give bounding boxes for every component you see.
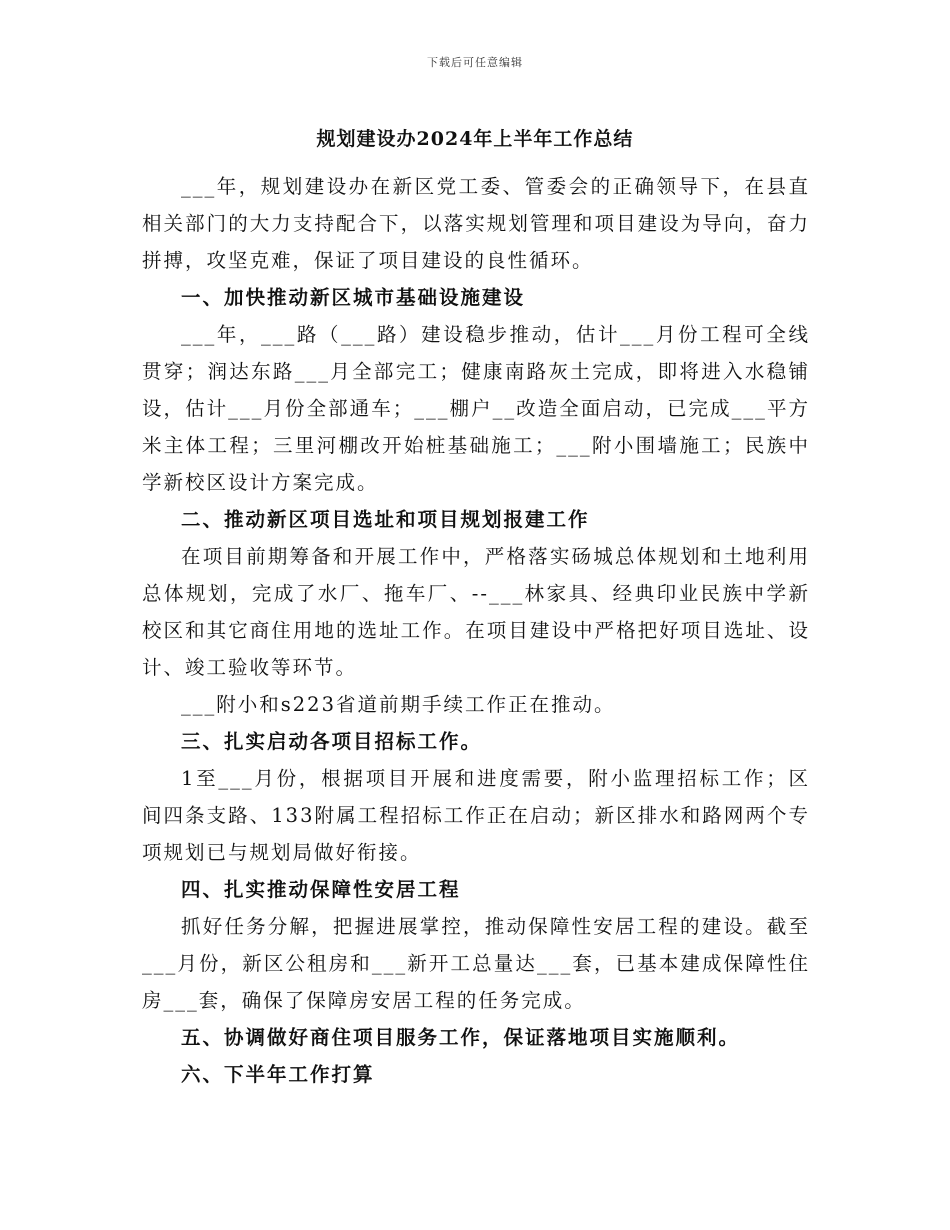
section-heading-4: 四、扎实推动保障性安居工程 (181, 878, 461, 901)
section-3-paragraph: 1至___月份，根据项目开展和进度需要，附小监理招标工作；区间四条支路、133附属工程招标工作正在启动；新区排水和路网两个专项规划已与规划局做好衔接。 (142, 767, 810, 864)
section-heading-1: 一、加快推动新区城市基础设施建设 (181, 286, 526, 309)
section-2-paragraph-1: 在项目前期筹备和开展工作中，严格落实砀城总体规划和土地利用总体规划，完成了水厂、拖车厂、--___林家具、经典印业民族中学新校区和其它商住用地的选址工作。在项目建设中严格把好项目选址、设计、竣工验收等环节。 (142, 545, 810, 679)
header-note: 下载后可任意编辑 (427, 56, 523, 69)
section-1-paragraph: ___年，___路（___路）建设稳步推动，估计___月份工程可全线贯穿；润达东路___月全部完工；健康南路灰土完成，即将进入水稳铺设，估计___月份全部通车；___棚户__改造全面启动，已完成___平方米主体工程；三里河棚改开始桩基础施工；___附小围墙施工；民族中学新校区设计方案完成。 (142, 323, 810, 494)
document-title: 规划建设办2024年上半年工作总结 (316, 128, 634, 150)
section-heading-3: 三、扎实启动各项目招标工作。 (181, 730, 483, 753)
section-heading-2: 二、推动新区项目选址和项目规划报建工作 (181, 508, 590, 531)
section-heading-5: 五、协调做好商住项目服务工作，保证落地项目实施顺利。 (181, 1026, 741, 1049)
document-body (142, 168, 810, 1093)
section-2-paragraph-2: ___附小和s223省道前期手续工作正在推动。 (181, 693, 616, 716)
section-4-paragraph: 抓好任务分解，把握进展掌控，推动保障性安居工程的建设。截至___月份，新区公租房和___新开工总量达___套，已基本建成保障性住房___套，确保了保障房安居工程的任务完成。 (142, 915, 810, 1012)
intro-paragraph: ___年，规划建设办在新区党工委、管委会的正确领导下，在县直相关部门的大力支持配合下，以落实规划管理和项目建设为导向，奋力拼搏，攻坚克难，保证了项目建设的良性循环。 (142, 175, 810, 272)
section-heading-6: 六、下半年工作打算 (181, 1063, 375, 1086)
